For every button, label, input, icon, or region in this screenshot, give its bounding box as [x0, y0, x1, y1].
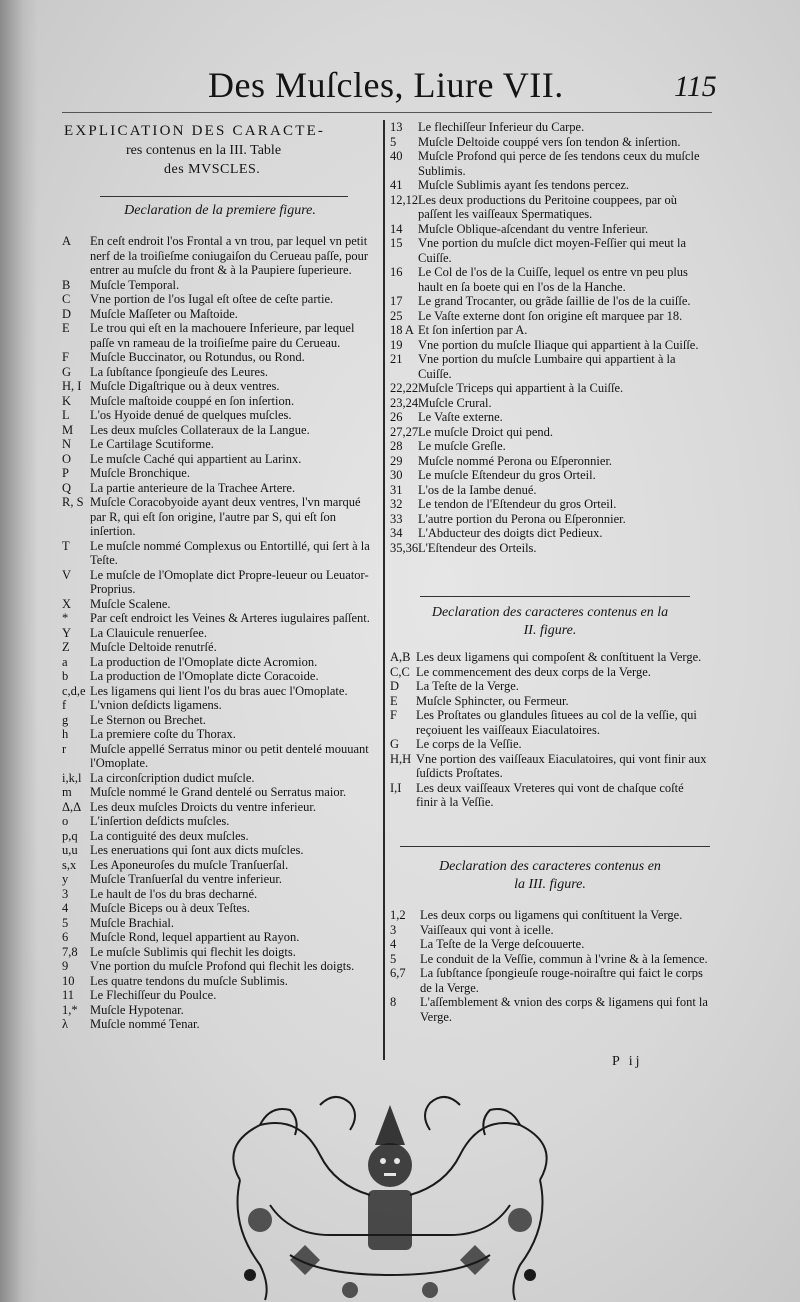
entry-text: Le muſcle Droict qui pend. [418, 424, 554, 439]
entry-key: 6 [62, 930, 69, 944]
entry-text: Muſcle nommé le Grand dentelé ou Serratus maior. [90, 785, 347, 799]
entry-key: 31 [390, 482, 403, 497]
entry-text: Le Vaſte externe dont ſon origine eſt marquee par 18. [418, 308, 683, 323]
entry-key: s,x [62, 857, 77, 872]
entry-key: Y [62, 625, 72, 640]
entry-text: Le Vaſte externe. [418, 410, 503, 424]
entry-text: L'os de la Iambe denué. [418, 482, 537, 497]
figure1-continued-entry [390, 265, 708, 294]
entry-key: 27,27 [390, 424, 419, 439]
figure1-entry [62, 669, 374, 684]
figure3-entry-list [390, 908, 708, 1024]
entry-key: 11 [62, 988, 75, 1002]
entry-text: Muſcle Sublimis ayant ſes tendons percez. [418, 178, 630, 192]
column-divider [383, 120, 385, 1060]
figure2-entry [390, 752, 708, 781]
entry-text: Le Cartilage Scutiforme. [90, 437, 214, 451]
entry-key: h [62, 727, 69, 741]
entry-text: L'vnion deſdicts ligamens. [90, 698, 222, 712]
entry-key: 8 [390, 995, 397, 1009]
entry-key: B [62, 277, 71, 292]
figure1-entry [62, 698, 374, 713]
entry-key: A,B [390, 650, 411, 664]
section-title-line-1: EXPLICATION DES CARACTE- [64, 123, 326, 139]
entry-key: 22,22 [390, 381, 419, 395]
entry-text: Le commencement des deux corps de la Verge. [416, 664, 651, 679]
figure3-entry [390, 937, 708, 952]
entry-text: Le muſcle Eſtendeur du gros Orteil. [418, 468, 596, 482]
figure2-heading [395, 604, 705, 640]
figure1-continued-entry [390, 526, 708, 541]
entry-key: 32 [390, 497, 403, 511]
entry-key: 3 [62, 886, 69, 901]
entry-key: 16 [390, 265, 403, 279]
entry-text: Vne portion des vaiſſeaux Eiaculatoires, qui vont finir aux ſuſdicts Proſtates. [416, 751, 707, 780]
entry-key: 18 A [390, 323, 414, 337]
figure1-entry [62, 684, 374, 699]
entry-text: Muſcle Brachial. [90, 915, 174, 930]
figure1-continued-entry [390, 454, 708, 469]
figure1-continued-entry [390, 338, 708, 353]
entry-key: 4 [62, 901, 69, 915]
figure1-continued-entry [390, 120, 708, 135]
figure2-entry [390, 694, 708, 709]
entry-key: O [62, 451, 72, 466]
figure1-entry [62, 365, 374, 380]
entry-key: 25 [390, 308, 403, 323]
entry-text: Le conduit de la Veſſie, commun à l'vrine & à la ſemence. [420, 951, 708, 966]
figure1-entry [62, 655, 374, 670]
figure1-continued-list [390, 120, 708, 555]
figure3-entry [390, 908, 708, 923]
figure1-continued-entry [390, 309, 708, 324]
figure1-continued-entry [390, 222, 708, 237]
entry-key: 13 [390, 120, 403, 134]
entry-text: Les deux muſcles Droicts du ventre inferieur. [90, 799, 316, 814]
figure1-entry [62, 1003, 374, 1018]
entry-key: 5 [62, 915, 69, 930]
figure1-continued-entry [390, 410, 708, 425]
entry-text: Muſcle Rond, lequel appartient au Rayon. [90, 930, 300, 944]
figure1-entry [62, 568, 374, 597]
entry-text: Le flechiſſeur Inferieur du Carpe. [418, 120, 585, 134]
entry-text: La contiguité des deux muſcles. [90, 828, 249, 843]
entry-key: 33 [390, 511, 403, 526]
entry-text: Les Proſtates ou glandules ſituees au col de la veſſie, qui reçoiuent les vaiſſeaux Eiaculatoires. [416, 708, 697, 737]
entry-text: Le muſcle nommé Complexus ou Entortillé, qui ſert à la Teſte. [90, 538, 370, 567]
figure1-entry [62, 350, 374, 365]
entry-text: Muſcle Crural. [418, 395, 492, 410]
entry-text: Les Aponeuroſes du muſcle Tranſuerſal. [90, 857, 289, 872]
entry-key: 3 [390, 922, 397, 937]
entry-key: i,k,l [62, 770, 82, 785]
entry-text: L'aſſemblement & vnion des corps & ligamens qui font la Verge. [420, 995, 708, 1024]
figure1-entry [62, 423, 374, 438]
entry-key: V [62, 567, 72, 582]
entry-text: Le muſcle Greſle. [418, 439, 506, 453]
figure1-continued-entry [390, 135, 708, 150]
figure1-entry [62, 452, 374, 467]
entry-key: P [62, 466, 69, 480]
entry-text: Les deux ligamens qui compoſent & conſtituent la Verge. [416, 650, 702, 664]
entry-key: 5 [390, 134, 397, 149]
figure2-entry-list [390, 650, 708, 810]
entry-text: Muſcle Coracobyoide ayant deux ventres, l'vn marqué par R, qui eſt ſon origine, l'autre par S, qui eſt ſon inſertion. [90, 495, 361, 538]
figure1-entry [62, 945, 374, 960]
entry-text: La ſubſtance ſpongieuſe des Leures. [90, 364, 269, 379]
entry-key: Q [62, 480, 72, 495]
entry-key: X [62, 596, 72, 611]
figure1-entry [62, 640, 374, 655]
entry-text: L'Abducteur des doigts dict Pedieux. [418, 526, 603, 540]
entry-text: Le muſcle Caché qui appartient au Larinx. [90, 451, 302, 466]
entry-text: Muſcle Hypotenar. [90, 1002, 184, 1017]
figure1-entry [62, 234, 374, 278]
figure1-entry [62, 974, 374, 989]
figure1-entry [62, 379, 374, 394]
figure1-continued-entry [390, 468, 708, 483]
entry-text: Le grand Trocanter, ou grãde ſaillie de l'os de la cuiſſe. [418, 294, 691, 308]
figure1-entry [62, 785, 374, 800]
figure3-entry [390, 952, 708, 967]
entry-key: K [62, 393, 72, 408]
entry-key: 15 [390, 236, 403, 250]
entry-key: Δ,Δ [62, 799, 82, 814]
entry-text: La premiere coſte du Thorax. [90, 727, 236, 741]
figure1-entry [62, 814, 374, 829]
figure1-entry [62, 858, 374, 873]
entry-text: La ſubſtance ſpongieuſe rouge-noiraſtre qui faict le corps de la Verge. [420, 966, 703, 995]
figure1-entry [62, 800, 374, 815]
entry-text: Le corps de la Veſſie. [416, 737, 522, 751]
entry-text: Muſcle Oblique-aſcendant du ventre Inferieur. [418, 221, 649, 236]
entry-text: Muſcle nommé Tenar. [90, 1017, 200, 1031]
entry-key: 26 [390, 410, 403, 424]
figure1-entry [62, 292, 374, 307]
entry-key: C [62, 292, 71, 306]
entry-text: Muſcle maſtoide couppé en ſon inſertion. [90, 393, 295, 408]
entry-key: 17 [390, 294, 403, 308]
figure1-continued-entry [390, 381, 708, 396]
entry-text: Vne portion de l'os Iugal eſt oſtee de ceſte partie. [90, 292, 334, 306]
figure3-heading [395, 858, 705, 894]
figure1-continued-entry [390, 193, 708, 222]
entry-text: Le trou qui eſt en la machouere Inferieure, par lequel paſſe vn rameau de la troiſieſme paire du Cerueau. [90, 321, 355, 350]
entry-text: Muſcle Temporal. [90, 277, 180, 292]
figure3-entry [390, 995, 708, 1024]
entry-key: L [62, 408, 70, 422]
figure1-continued-entry [390, 294, 708, 309]
entry-text: La circonſcription dudict muſcle. [90, 770, 255, 785]
entry-text: L'inſertion deſdicts muſcles. [90, 814, 230, 828]
entry-text: Le Col de l'os de la Cuiſſe, lequel os entre vn peu plus hault en ſa boete qui en l'os de la Hanche. [418, 265, 688, 294]
figure1-continued-entry [390, 497, 708, 512]
entry-key: 19 [390, 337, 403, 352]
figure2-entry [390, 679, 708, 694]
figure1-continued-entry [390, 352, 708, 381]
figure1-entry [62, 727, 374, 742]
figure1-continued-entry [390, 178, 708, 193]
entry-key: 1,2 [390, 908, 406, 922]
figure1-entry [62, 713, 374, 728]
entry-key: r [62, 741, 67, 756]
figure3-heading-line-2: la III. figure. [514, 877, 586, 892]
entry-key: 21 [390, 352, 403, 366]
entry-text: Muſcle Sphincter, ou Fermeur. [416, 693, 569, 708]
entry-key: H,H [390, 751, 412, 766]
figure2-entry [390, 708, 708, 737]
figure1-entry [62, 539, 374, 568]
entry-key: C,C [390, 664, 410, 679]
entry-text: La production de l'Omoplate dicte Coracoide. [90, 669, 319, 683]
entry-key: b [62, 669, 69, 683]
entry-key: M [62, 422, 74, 437]
figure1-entry [62, 843, 374, 858]
entry-key: λ [62, 1017, 69, 1031]
figure1-entry [62, 930, 374, 945]
entry-key: c,d,e [62, 683, 86, 698]
figure1-entry [62, 307, 374, 322]
entry-text: Le muſcle Sublimis qui flechit les doigts. [90, 944, 296, 959]
entry-key: 4 [390, 937, 397, 951]
entry-text: Muſcle Tranſuerſal du ventre inferieur. [90, 872, 282, 886]
entry-key: 30 [390, 468, 403, 482]
figure1-entry [62, 959, 374, 974]
figure1-continued-entry [390, 512, 708, 527]
figure1-continued-entry [390, 425, 708, 440]
figure2-entry [390, 650, 708, 665]
signature-mark: P ij [612, 1054, 643, 1069]
entry-text: Muſcle Buccinator, ou Rotundus, ou Rond. [90, 350, 305, 364]
entry-key: 6,7 [390, 966, 406, 980]
entry-text: L'Eſtendeur des Orteils. [418, 540, 537, 555]
entry-key: u,u [62, 843, 78, 857]
figure2-heading-line-2: II. figure. [523, 623, 577, 638]
entry-key: 35,36 [390, 540, 419, 555]
entry-key: 9 [62, 959, 69, 973]
entry-text: Vne portion du muſcle Lumbaire qui appartient à la Cuiſſe. [418, 352, 676, 381]
figure1-heading: Declaration de la premiere figure. [124, 203, 316, 218]
figure1-continued-entry [390, 439, 708, 454]
entry-text: Muſcle appellé Serratus minor ou petit dentelé mouuant l'Omoplate. [90, 741, 369, 770]
entry-text: Les quatre tendons du muſcle Sublimis. [90, 973, 288, 988]
entry-key: R, S [62, 495, 84, 509]
figure1-entry [62, 278, 374, 293]
header-rule [62, 112, 712, 113]
entry-text: Muſcle Profond qui perce de ſes tendons ceux du muſcle Sublimis. [418, 149, 700, 178]
entry-text: Par ceſt endroict les Veines & Arteres iugulaires paſſent. [90, 611, 370, 625]
figure1-continued-entry [390, 149, 708, 178]
entry-text: Muſcle Bronchique. [90, 466, 190, 480]
entry-key: y [62, 872, 69, 886]
entry-key: g [62, 712, 69, 727]
figure1-entry [62, 771, 374, 786]
entry-key: Z [62, 640, 70, 654]
entry-key: o [62, 814, 69, 828]
entry-key: N [62, 437, 72, 451]
figure1-continued-entry [390, 236, 708, 265]
entry-key: p,q [62, 828, 78, 843]
entry-text: Les deux productions du Peritoine couppees, par où paſſent les vaiſſeaux Spermatiques. [418, 192, 677, 221]
figure1-entry [62, 495, 374, 539]
entry-text: Les eneruations qui ſont aux dicts muſcles. [90, 843, 304, 857]
entry-text: Muſcle Biceps ou à deux Teſtes. [90, 901, 250, 915]
figure1-entry [62, 901, 374, 916]
figure3-entry [390, 966, 708, 995]
entry-text: Les deux muſcles Collateraux de la Langue. [90, 422, 310, 437]
entry-text: Muſcle Scalene. [90, 596, 171, 611]
figure1-entry [62, 626, 374, 641]
page-gutter-shadow [0, 0, 38, 1302]
figure1-continued-entry [390, 323, 708, 338]
entry-key: E [62, 321, 70, 335]
section-title [64, 122, 374, 179]
entry-text: Muſcle Triceps qui appartient à la Cuiſſe. [418, 381, 624, 395]
figure1-entry [62, 394, 374, 409]
entry-key: I,I [390, 780, 402, 795]
entry-key: A [62, 234, 72, 248]
entry-key: 23,24 [390, 395, 419, 410]
entry-text: Les ligamens qui lient l'os du bras auec l'Omoplate. [90, 683, 348, 698]
figure1-continued-entry [390, 396, 708, 411]
entry-key: 29 [390, 453, 403, 468]
entry-text: Le Flechiſſeur du Poulce. [90, 988, 217, 1002]
figure3-entry [390, 923, 708, 938]
entry-key: 1,* [62, 1002, 78, 1017]
entry-text: La Teſte de la Verge deſcouuerte. [420, 937, 585, 951]
figure1-entry [62, 872, 374, 887]
entry-key: D [62, 306, 72, 321]
entry-key: 7,8 [62, 944, 78, 959]
figure1-entry [62, 887, 374, 902]
entry-key: m [62, 785, 72, 799]
entry-text: Le hault de l'os du bras decharné. [90, 886, 258, 901]
entry-key: f [62, 698, 67, 712]
figure1-entry [62, 916, 374, 931]
entry-text: Vaiſſeaux qui vont à icelle. [420, 922, 554, 937]
figure2-heading-line-1: Declaration des caracteres contenus en la [431, 605, 669, 620]
figure1-continued-entry [390, 483, 708, 498]
entry-text: Muſcle Deltoide couppé vers ſon tendon & inſertion. [418, 134, 681, 149]
entry-key: H, I [62, 379, 82, 393]
entry-key: T [62, 538, 70, 553]
figure3-heading-line-1: Declaration des caracteres contenus en [439, 859, 661, 874]
entry-text: La production de l'Omoplate dicte Acromion. [90, 654, 318, 669]
figure2-rule [420, 596, 690, 597]
entry-text: Vne portion du muſcle Profond qui flechit les doigts. [90, 959, 355, 973]
entry-text: Le muſcle de l'Omoplate dict Propre-leueur ou Leuator-Proprius. [90, 567, 369, 596]
entry-key: 5 [390, 951, 397, 966]
entry-text: Et ſon inſertion par A. [418, 323, 528, 337]
figure1-entry [62, 408, 374, 423]
entry-key: 10 [62, 973, 75, 988]
entry-text: En ceſt endroit l'os Frontal a vn trou, par lequel vn petit nerf de la troiſieſme coniugaiſon du Cerueau paſſe, pour entrer au muſcle du front & à la Paupiere ſuperieure. [90, 234, 369, 277]
entry-key: 28 [390, 439, 403, 453]
entry-text: La Teſte de la Verge. [416, 679, 519, 693]
entry-key: D [390, 679, 400, 693]
entry-key: a [62, 654, 68, 669]
figure1-entry [62, 742, 374, 771]
figure2-entry [390, 781, 708, 810]
entry-text: L'os Hyoide denué de quelques muſcles. [90, 408, 292, 422]
entry-key: G [390, 737, 400, 751]
figure2-entry [390, 737, 708, 752]
running-head: Des Muſcles, Liure VII. [208, 65, 564, 105]
ornament-tailpiece [200, 1085, 580, 1302]
entry-key: 14 [390, 221, 403, 236]
entry-text: Muſcle Deltoide renutrſé. [90, 640, 217, 654]
entry-text: Le tendon de l'Eſtendeur du gros Orteil. [418, 497, 617, 511]
entry-text: Les deux vaiſſeaux Vreteres qui vont de chaſque coſté finir à la Veſſie. [416, 780, 684, 809]
figure1-entry [62, 437, 374, 452]
entry-text: Muſcle nommé Perona ou Eſperonnier. [418, 453, 613, 468]
section-title-line-2: res contenus en la III. Table [126, 143, 282, 158]
entry-text: Vne portion du muſcle Iliaque qui appartient à la Cuiſſe. [418, 337, 699, 352]
figure1-rule [100, 196, 348, 197]
entry-text: La Clauicule renuerſee. [90, 625, 207, 640]
figure1-entry [62, 321, 374, 350]
figure1-entry [62, 466, 374, 481]
entry-text: Vne portion du muſcle dict moyen-Feſſier qui meut la Cuiſſe. [418, 236, 686, 265]
figure3-rule [400, 846, 710, 847]
figure1-entry [62, 481, 374, 496]
entry-key: F [390, 708, 397, 722]
figure1-entry [62, 829, 374, 844]
entry-text: La partie anterieure de la Trachee Artere. [90, 480, 296, 495]
entry-key: * [62, 611, 69, 625]
page-number: 115 [674, 70, 717, 103]
entry-key: 41 [390, 178, 403, 192]
figure1-continued-entry [390, 541, 708, 556]
figure1-entry-list [62, 234, 374, 1032]
entry-key: F [62, 350, 69, 364]
entry-key: E [390, 693, 398, 708]
entry-key: 12,12 [390, 192, 419, 207]
entry-key: 34 [390, 526, 403, 540]
figure1-entry [62, 611, 374, 626]
entry-key: 40 [390, 149, 403, 163]
figure2-entry [390, 665, 708, 680]
entry-text: Muſcle Maſſeter ou Maſtoide. [90, 306, 238, 321]
section-title-line-3: des MVSCLES. [164, 162, 261, 177]
entry-key: G [62, 364, 72, 379]
entry-text: Les deux corps ou ligamens qui conſtituent la Verge. [420, 908, 683, 922]
figure1-entry [62, 988, 374, 1003]
entry-text: Le Sternon ou Brechet. [90, 712, 206, 727]
entry-text: L'autre portion du Perona ou Eſperonnier. [418, 511, 626, 526]
figure1-entry [62, 597, 374, 612]
figure1-entry [62, 1017, 374, 1032]
entry-text: Muſcle Digaſtrique ou à deux ventres. [90, 379, 280, 393]
